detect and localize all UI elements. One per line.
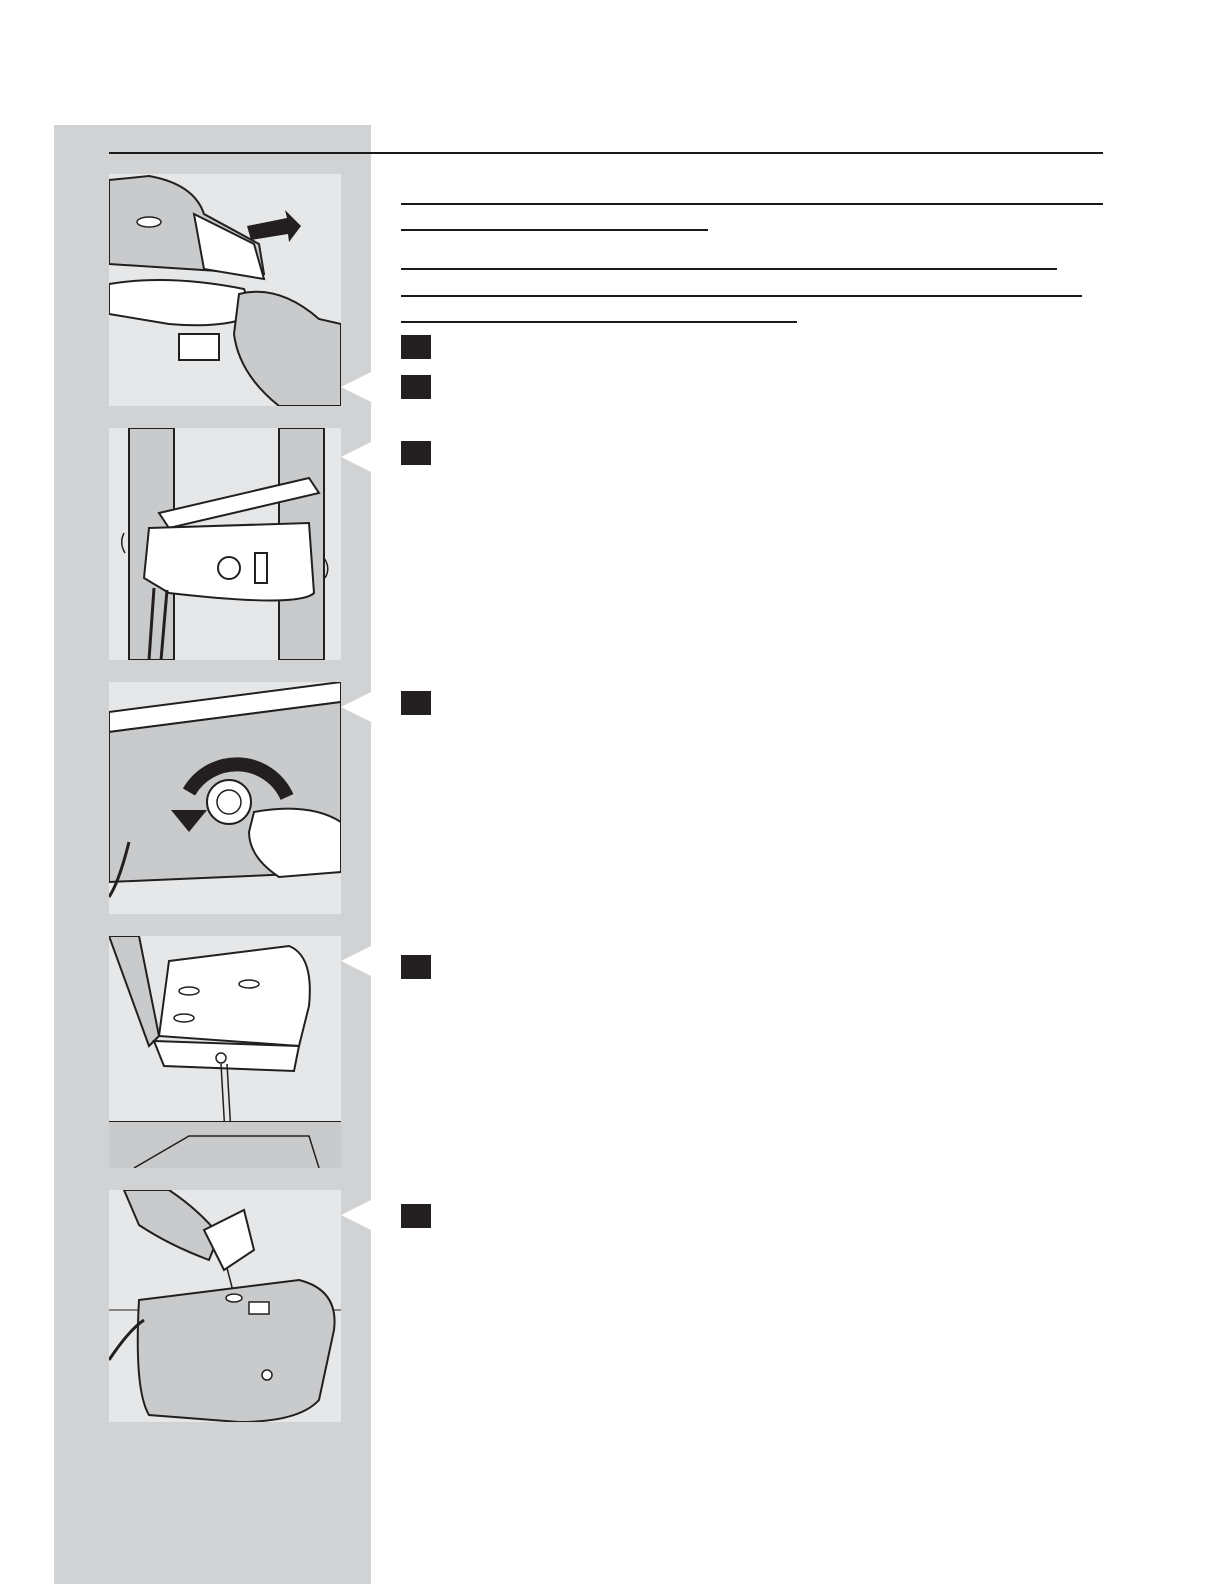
redacted-text-line	[401, 268, 1057, 270]
step-number-3: 3	[401, 441, 431, 465]
remove-water-tank-illustration	[109, 174, 341, 406]
step-number-1: 1	[401, 335, 431, 359]
pointer-notch	[341, 946, 371, 976]
pointer-notch	[341, 372, 371, 402]
redacted-text-line	[401, 203, 1103, 205]
pointer-notch	[341, 442, 371, 472]
step-number-4: 4	[401, 691, 431, 715]
step-number-6: 6	[401, 1204, 431, 1228]
shake-steam-generator-illustration	[109, 428, 341, 660]
pour-water-into-generator-illustration	[109, 1190, 341, 1422]
redacted-text-line	[401, 321, 797, 323]
unscrew-calc-clean-knob-illustration	[109, 682, 341, 914]
redacted-text-line	[401, 295, 1082, 297]
pointer-notch	[341, 692, 371, 722]
redacted-text-line	[401, 229, 708, 231]
pointer-notch	[341, 1200, 371, 1230]
section-rule	[109, 152, 1103, 154]
drain-water-illustration	[109, 936, 341, 1168]
step-number-2: 2	[401, 375, 431, 399]
step-number-5: 5	[401, 955, 431, 979]
